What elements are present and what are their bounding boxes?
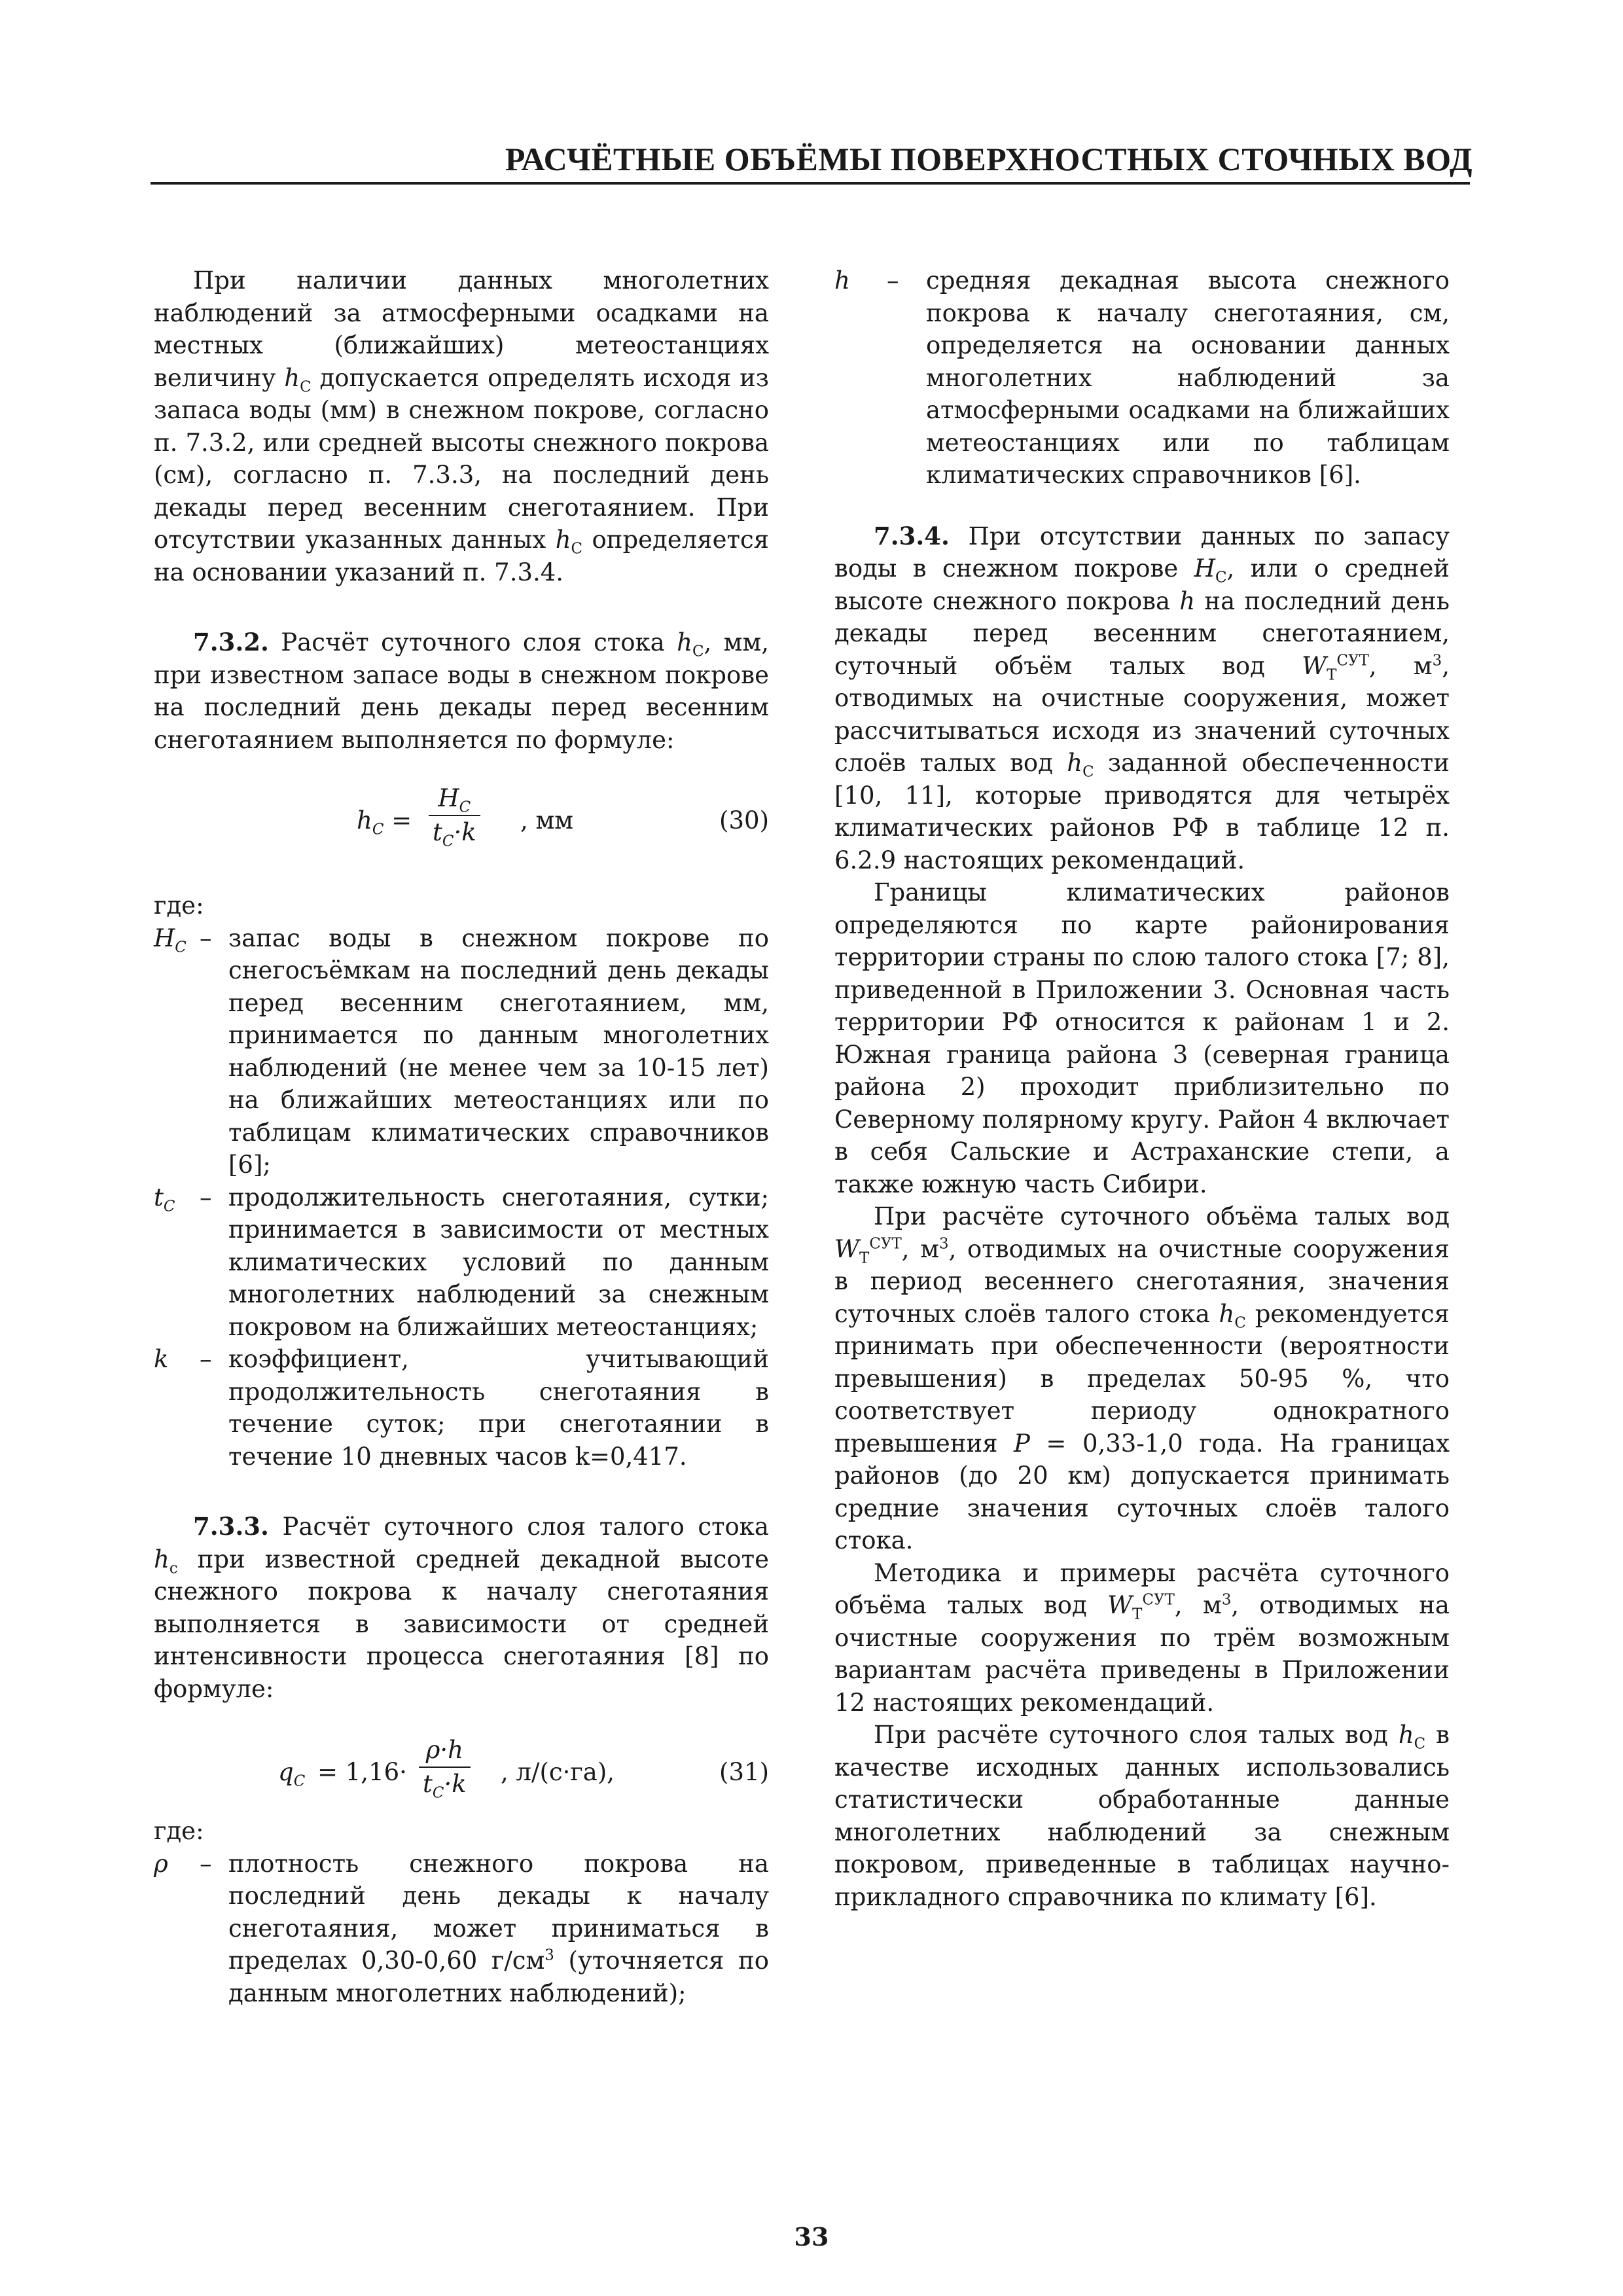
section-7-3-4: 7.3.4. При отсутствии данных по запасу воды в снежном покрове $H_С$, или о средней высоте снежного покрова h на последний день декады перед весенним снеготаянием, суточный объём талых вод $W_Т^{СУТ}$, $м^3$, отводимых на очистные сооружения, может рассчитываться исходя из значений суточных слоёв талых вод $h_С$ заданной обеспеченности [10, 11], которые приводятся для четырёх климатических районов РФ в таблице 12 п. 6.2.9 настоящих рекомендаций. — [834, 521, 1450, 874]
running-header: РАСЧЁТНЫЕ ОБЪЁМЫ ПОВЕРХНОСТНЫХ СТОЧНЫХ ВОД — [505, 141, 1472, 177]
def-rho: ρ – плотность снежного покрова на последний день декады к началу снеготаяния, может приниматься в пределах 0,30-0,60 $г/см^3$ (уточняется по данным многолетних наблюдений); — [154, 1849, 769, 2007]
header-rule — [151, 182, 1470, 185]
where-label-1: где: — [154, 891, 204, 920]
left-column — [154, 264, 769, 2009]
regions-paragraph: Границы климатических районов определяются по карте районирования территории страны по слою талого стока [7; 8], приведенной в Приложении 3. Основная часть территории РФ относится к районам 1 и 2. Южная граница района 3 (северная граница района 2) проходит приблизительно по Северному полярному кругу. Район 4 включает в себя Сальские и Астраханские степи, а также южную часть Сибири. — [834, 878, 1450, 1198]
where-label-2: где: — [154, 1817, 204, 1845]
def-h: h – средняя декадная высота снежного покрова к началу снеготаяния, см, определяется на основании данных многолетних наблюдений за атмосферными осадками на ближайших метеостанциях или по таблицам климатических справочников [6]. — [834, 266, 1450, 489]
page-number: 33 — [794, 2222, 829, 2251]
formula-31: $q_C$ = 1,16· $\frac{\rho\cdot h}{t_C\cdot k}$ , л/(с·га), (31) — [278, 1736, 769, 1801]
section-7-3-2: 7.3.2. Расчёт суточного слоя стока $h_С$, мм, при известном запасе воды в снежном покрове на последний день декады перед весенним снеготаянием выполняется по формуле: — [154, 628, 769, 754]
intro-paragraph: При наличии данных многолетних наблюдений за атмосферными осадками на местных (ближайших) метеостанциях величину $h_С$ допускается определять исходя из запаса воды (мм) в снежном покрове, согласно п. 7.3.2, или средней высоты снежного покрова (см), согласно п. 7.3.3, на последний день декады перед весенним снеготаянием. При отсутствии указанных данных $h_С$ определяется на основании указаний п. 7.3.4. — [154, 266, 770, 586]
section-7-3-3: 7.3.3. Расчёт суточного слоя талого стока $h_с$ при известной средней декадной высоте снежного покрова к началу снеготаяния выполняется в зависимости от средней интенсивности процесса снеготаяния [8] по формуле: — [154, 1512, 769, 1703]
method-paragraph: Методика и примеры расчёта суточного объёма талых вод $W_Т^{СУТ}$, $м^3$, отводимых на очистные сооружения по трём возможным вариантам расчёта приведены в Приложении 12 настоящих рекомендаций. — [834, 1558, 1450, 1717]
right-column — [834, 264, 1450, 1913]
last-paragraph: При расчёте суточного слоя талых вод $h_С$ в качестве исходных данных использовались статистически обработанные данные многолетних наблюдений за снежным покровом, приведенные в таблицах научно-прикладного справочника по климату [6]. — [834, 1721, 1450, 1911]
def-t: $t_С$ – продолжительность снеготаяния, сутки; принимается в зависимости от местных климатических условий по данным многолетних наблюдений за снежным покровом на ближайших метеостанциях; — [154, 1183, 769, 1341]
def-H: $H_С$ – запас воды в снежном покрове по снегосъёмкам на последний день декады перед весенним снеготаянием, мм, принимается по данным многолетних наблюдений (не менее чем за 10-15 лет) на ближайших метеостанциях или по таблицам климатических справочников [6]; — [154, 924, 769, 1179]
formula-30: $h_С$ = $\frac{H_C}{t_C\cdot k}$ , мм (30) — [357, 784, 769, 850]
def-k: k – коэффициент, учитывающий продолжительность снеготаяния в течение суток; при снеготаянии в течение 10 дневных часов k=0,417. — [154, 1345, 769, 1471]
definitions-1 — [154, 922, 769, 1473]
calc-paragraph: При расчёте суточного объёма талых вод $W_Т^{СУТ}$, $м^3$, отводимых на очистные сооружения в период весеннего снеготаяния, значения суточных слоёв талого стока $h_С$ рекомендуется принимать при обеспеченности (вероятности превышения) в пределах 50-95 %, что соответствует периоду однократного превышения Р = 0,33-1,0 года. На границах районов (до 20 км) допускается принимать средние значения суточных слоёв талого стока. — [834, 1202, 1450, 1554]
